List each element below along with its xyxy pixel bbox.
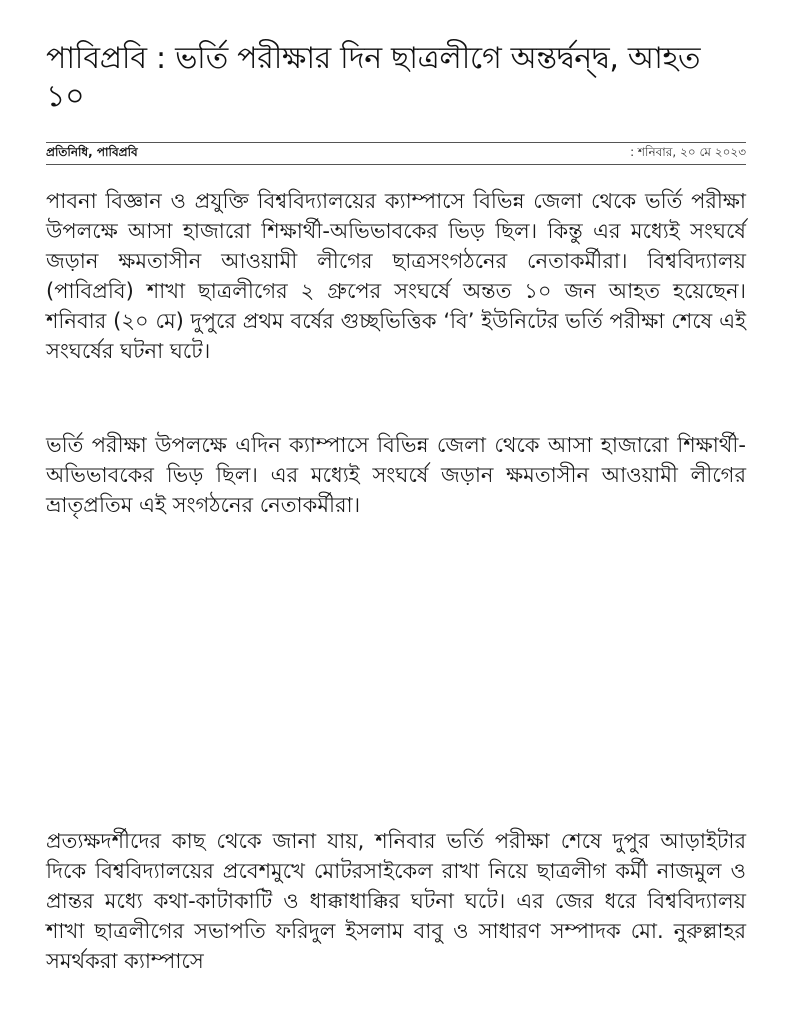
publish-date: : শনিবার, ২০ মে ২০২৩ (630, 145, 746, 159)
blank-ad-space (46, 530, 746, 810)
author-name: প্রতিনিধি, পাবিপ্রবি (46, 145, 138, 159)
article-paragraph-3: প্রত্যক্ষদর্শীদের কাছ থেকে জানা যায়, শনিবার ভর্তি পরীক্ষা শেষে দুপুর আড়াইটার দিকে বিশ্ববিদ্যালয়ের প্রবেশমুখে মোটরসাইকেল রাখা নিয়ে ছাত্রলীগ কর্মী নাজমুল ও প্রান্তর মধ্যে কথা-কাটাকাটি ও ধাক্কাধাক্কির ঘটনা ঘটে। এর জের ধরে বিশ্ববিদ্যালয় শাখা ছাত্রলীগের সভাপতি ফরিদুল ইসলাম বাবু ও সাধারণ সম্পাদক মো. নুরুল্লাহর সমর্থকরা ক্যাম্পাসে (46, 829, 746, 973)
article-paragraph-1: পাবনা বিজ্ঞান ও প্রযুক্তি বিশ্ববিদ্যালয়ের ক্যাম্পাসে বিভিন্ন জেলা থেকে ভর্তি পরীক্ষা উপলক্ষে আসা হাজারো শিক্ষার্থী-অভিভাবকের ভিড় ছিল। কিন্তু এর মধ্যেই সংঘর্ষে জড়ান ক্ষমতাসীন আওয়ামী লীগের ছাত্রসংগঠনের নেতাকর্মীরা। বিশ্ববিদ্যালয় (পাবিপ্রবি) শাখা ছাত্রলীগের ২ গ্রুপের সংঘর্ষে অন্তত ১০ জন আহত হয়েছেন। শনিবার (২০ মে) দুপুরে প্রথম বর্ষের গুচ্ছভিত্তিক ‘বি’ ইউনিটের ভর্তি পরীক্ষা শেষে এই সংঘর্ষের ঘটনা ঘটে। (46, 189, 746, 363)
article-paragraph-2: ভর্তি পরীক্ষা উপলক্ষে এদিন ক্যাম্পাসে বিভিন্ন জেলা থেকে আসা হাজারো শিক্ষার্থী-অভিভাবকের ভিড় ছিল। এর মধ্যেই সংঘর্ষে জড়ান ক্ষমতাসীন আওয়ামী লীগের ভ্রাতৃপ্রতিম এই সংগঠনের নেতাকর্মীরা। (46, 433, 746, 517)
byline-bottom-rule (46, 164, 746, 165)
byline (46, 144, 746, 164)
article-headline: পাবিপ্রবি : ভর্তি পরীক্ষার দিন ছাত্রলীগে অন্তর্দ্বন্দ্ব, আহত ১০ (46, 41, 701, 114)
byline-top-rule (46, 142, 746, 143)
